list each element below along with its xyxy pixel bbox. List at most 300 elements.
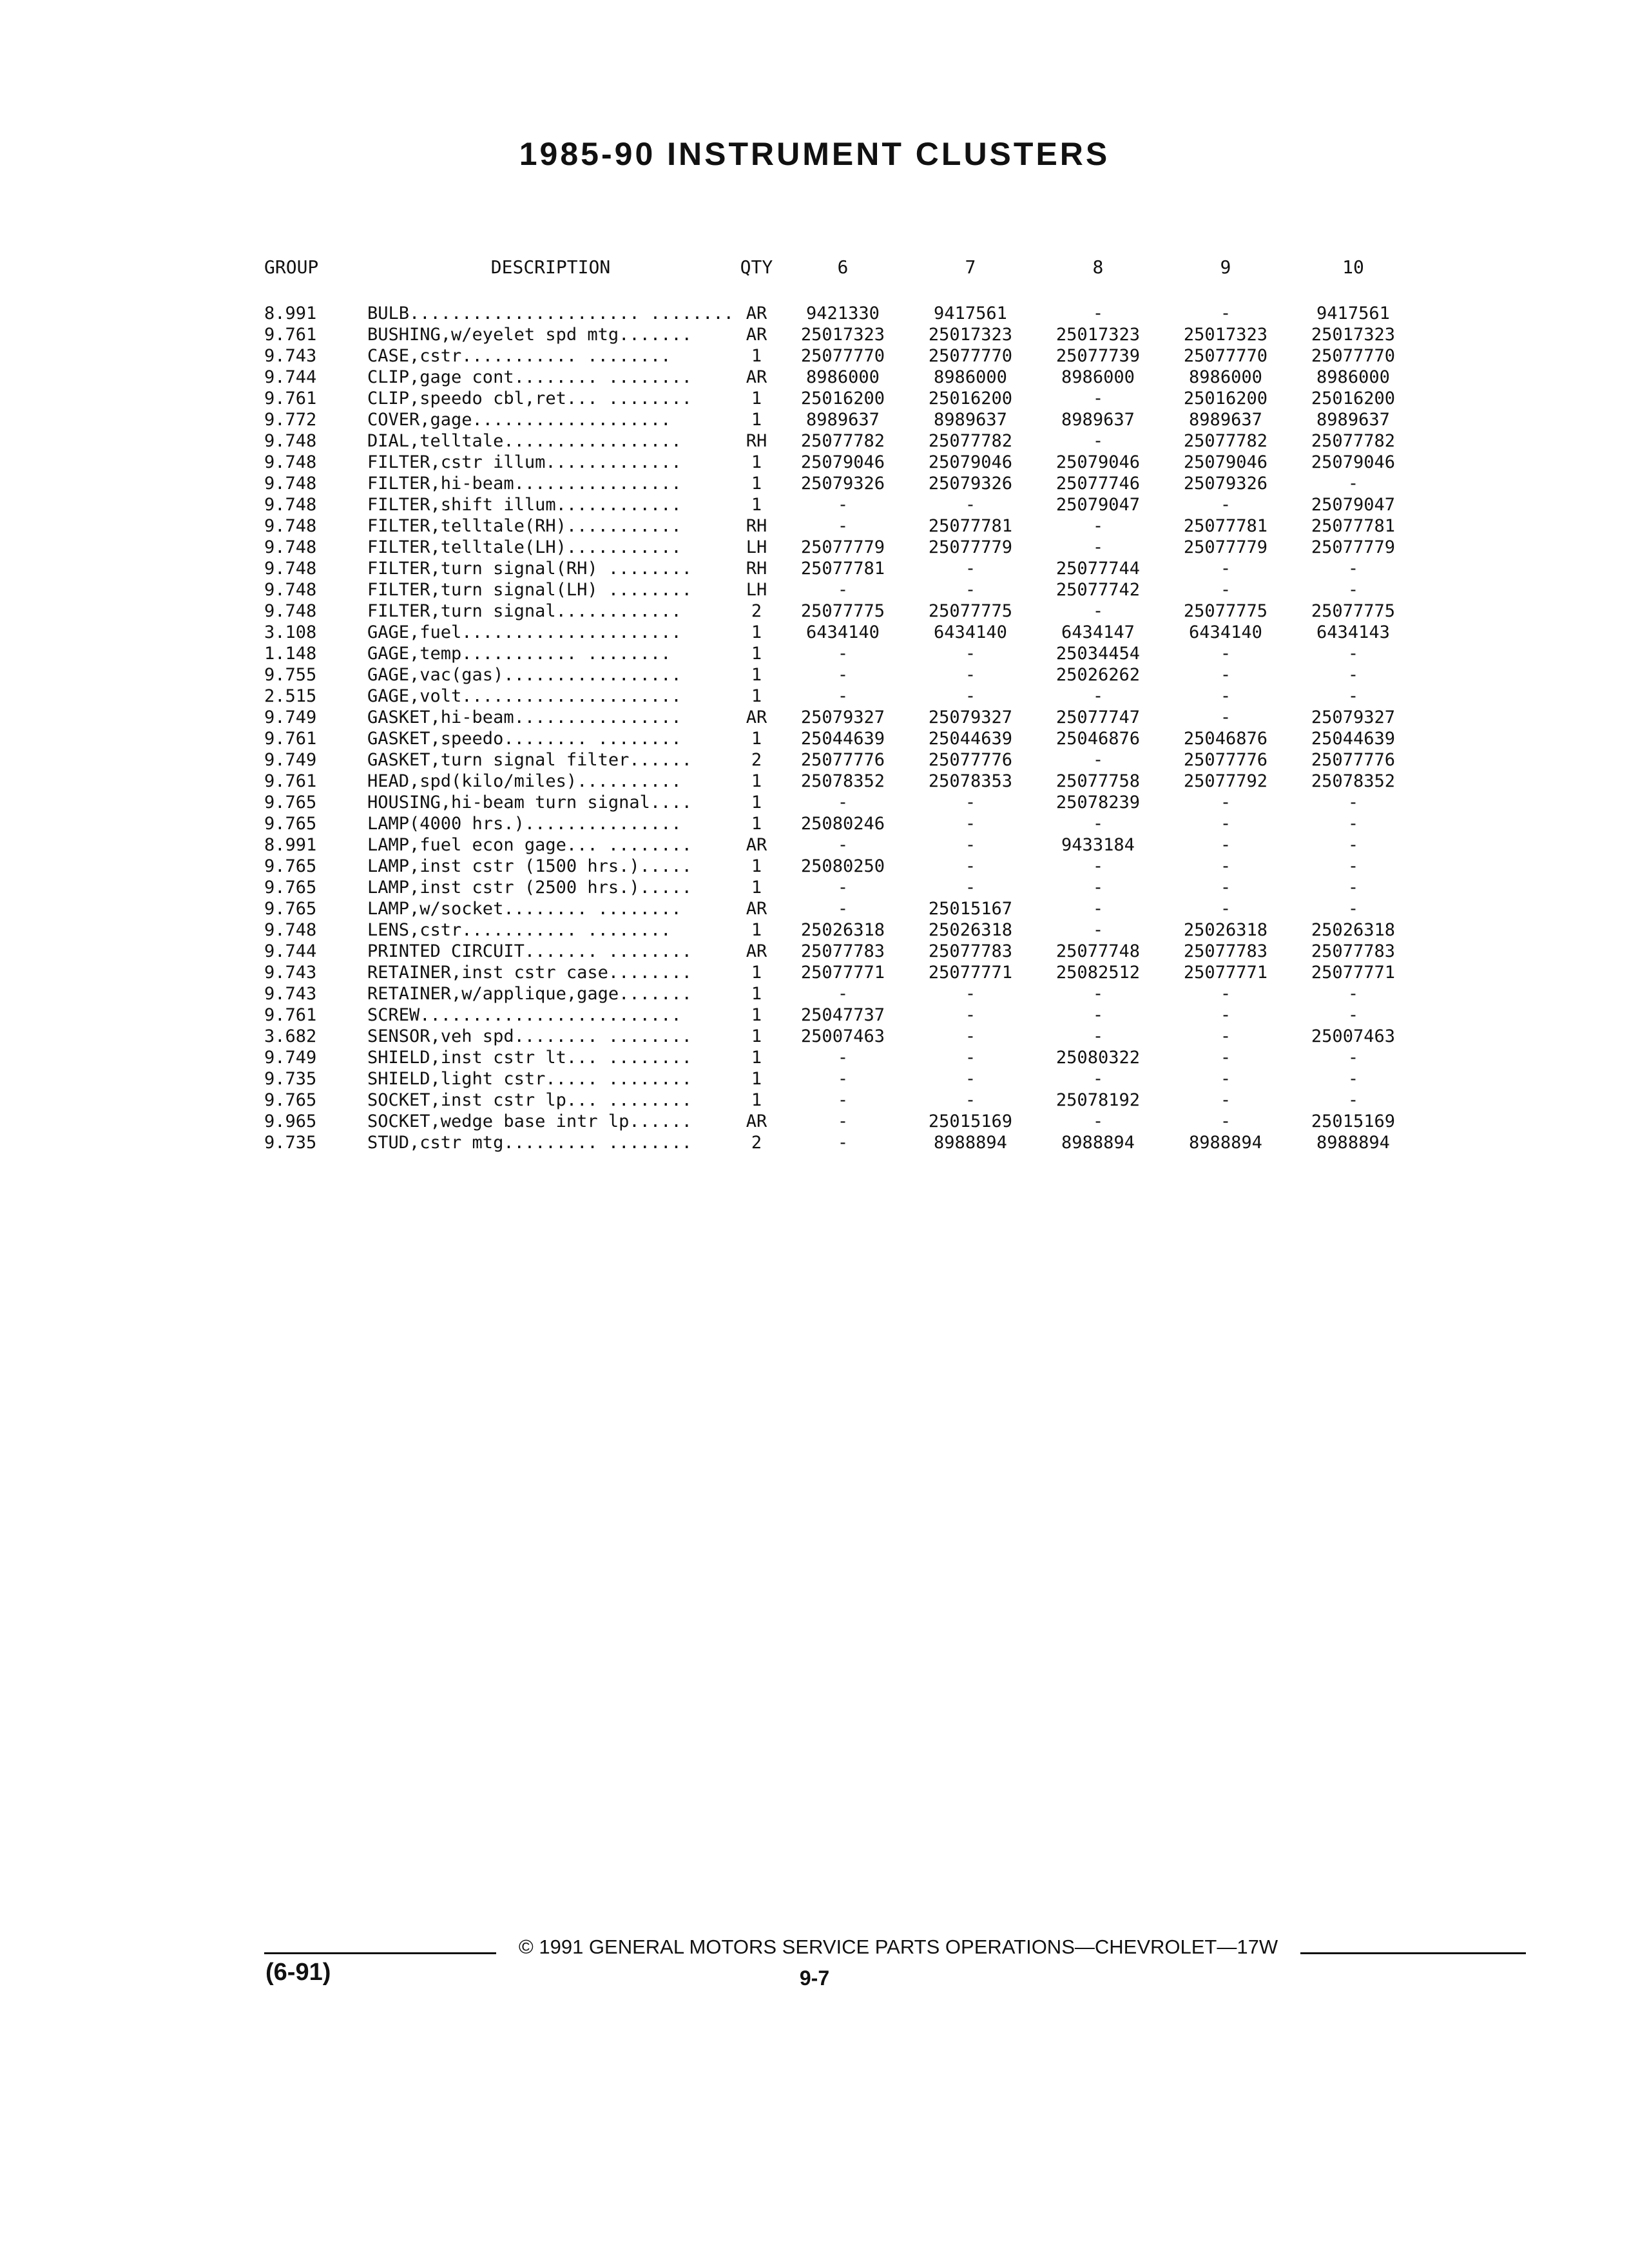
cell-description: LAMP(4000 hrs.)............... [367,814,682,834]
cell-col-7: 25077771 [928,963,1012,983]
cell-qty: 1 [751,729,762,749]
cell-col-7: - [965,1090,976,1110]
table-row [264,388,1417,409]
cell-col-9: 25046876 [1183,729,1268,749]
cell-qty: 1 [751,389,762,408]
cell-group: 9.748 [264,431,317,451]
cell-group: 9.761 [264,771,317,791]
cell-group: 9.761 [264,389,317,408]
cell-qty: 1 [751,856,762,876]
cell-col-10: 25015169 [1311,1111,1395,1131]
cell-description: FILTER,hi-beam................ [367,474,682,494]
cell-description: GAGE,volt..................... [367,686,682,706]
cell-col-6: - [837,984,849,1004]
cell-col-9: - [1220,835,1231,855]
table-row [264,515,1417,537]
footer-page-number: 9-7 [799,1966,830,1990]
cell-col-9: 25026318 [1183,920,1268,940]
cell-description: GAGE,temp........... ........ [367,644,671,664]
cell-group: 9.748 [264,495,317,515]
cell-description: COVER,gage................... [367,410,671,430]
cell-group: 8.991 [264,835,317,855]
cell-description: CASE,cstr........... ........ [367,346,671,366]
cell-col-9: 25077770 [1183,346,1268,366]
cell-col-8: - [1092,856,1104,876]
cell-col-8: - [1092,389,1104,408]
table-row [264,877,1417,898]
cell-col-8: 25079047 [1055,495,1140,515]
cell-description: BUSHING,w/eyelet spd mtg....... [367,325,692,345]
table-row [264,728,1417,749]
cell-group: 2.515 [264,686,317,706]
header-col-7: 7 [965,256,976,278]
cell-col-8: - [1092,686,1104,706]
cell-group: 3.682 [264,1026,317,1046]
cell-col-6: - [837,495,849,515]
cell-col-10: 25077783 [1311,941,1395,961]
cell-qty: RH [746,559,767,579]
cell-description: LAMP,inst cstr (2500 hrs.)..... [367,878,692,898]
table-row [264,1068,1417,1090]
cell-col-8: - [1092,899,1104,919]
cell-group: 9.743 [264,963,317,983]
cell-group: 9.748 [264,601,317,621]
cell-qty: RH [746,516,767,536]
cell-col-9: 25077781 [1183,516,1268,536]
cell-qty: 1 [751,984,762,1004]
cell-description: FILTER,telltale(LH)........... [367,537,682,557]
cell-col-7: 25077770 [928,346,1012,366]
header-col-8: 8 [1092,256,1104,278]
cell-col-8: 25026262 [1055,665,1140,685]
cell-col-10: - [1347,580,1359,600]
cell-col-8: 6434147 [1061,622,1135,642]
cell-col-10: - [1347,878,1359,898]
cell-col-7: 25015169 [928,1111,1012,1131]
cell-col-7: - [965,686,976,706]
cell-col-8: 25077747 [1055,707,1140,727]
cell-qty: 2 [751,750,762,770]
cell-group: 9.748 [264,920,317,940]
cell-col-8: - [1092,1069,1104,1089]
cell-group: 9.765 [264,1090,317,1110]
cell-col-6: 8986000 [806,367,880,387]
cell-col-6: - [837,835,849,855]
cell-col-9: - [1220,899,1231,919]
cell-group: 9.735 [264,1133,317,1153]
cell-col-10: - [1347,814,1359,834]
table-row [264,601,1417,622]
cell-col-9: - [1220,580,1231,600]
cell-description: BULB...................... ........ [367,303,734,323]
cell-group: 9.765 [264,814,317,834]
table-row [264,919,1417,941]
cell-col-10: 25044639 [1311,729,1395,749]
cell-col-9: 25077792 [1183,771,1268,791]
cell-qty: 1 [751,644,762,664]
cell-col-10: 25078352 [1311,771,1395,791]
cell-col-8: 25078192 [1055,1090,1140,1110]
cell-group: 9.748 [264,452,317,472]
cell-qty: 1 [751,963,762,983]
cell-col-6: 25017323 [800,325,885,345]
cell-description: SOCKET,inst cstr lp... ........ [367,1090,692,1110]
table-row [264,303,1417,324]
cell-col-9: - [1220,1048,1231,1068]
cell-col-7: - [965,835,976,855]
cell-col-8: - [1092,920,1104,940]
cell-col-9: 25016200 [1183,389,1268,408]
cell-col-7: - [965,495,976,515]
table-row [264,664,1417,686]
cell-group: 9.743 [264,346,317,366]
cell-qty: 1 [751,814,762,834]
cell-qty: LH [746,580,767,600]
cell-description: FILTER,turn signal(RH) ........ [367,559,692,579]
cell-description: STUD,cstr mtg......... ........ [367,1133,692,1153]
cell-col-9: 25077783 [1183,941,1268,961]
cell-col-7: 25078353 [928,771,1012,791]
header-col-9: 9 [1220,256,1231,278]
cell-col-7: - [965,644,976,664]
cell-description: PRINTED CIRCUIT....... ........ [367,941,692,961]
cell-col-7: - [965,793,976,812]
cell-qty: AR [746,325,767,345]
table-row [264,409,1417,430]
cell-col-8: 8989637 [1061,410,1135,430]
cell-qty: 1 [751,474,762,494]
cell-group: 9.735 [264,1069,317,1089]
cell-col-6: 25077771 [800,963,885,983]
cell-col-10: - [1347,559,1359,579]
cell-col-6: 25077781 [800,559,885,579]
cell-col-10: 25079047 [1311,495,1395,515]
cell-col-6: 25077779 [800,537,885,557]
cell-col-10: 25077781 [1311,516,1395,536]
table-row [264,749,1417,771]
cell-col-9: - [1220,559,1231,579]
table-row [264,686,1417,707]
cell-col-8: 25077739 [1055,346,1140,366]
cell-col-6: 25078352 [800,771,885,791]
cell-description: FILTER,turn signal............ [367,601,682,621]
parts-table-body [264,303,1417,1153]
cell-col-7: 9417561 [934,303,1007,323]
footer-revision: (6-91) [265,1959,331,1986]
cell-col-6: 25077776 [800,750,885,770]
table-header-row [264,256,1417,280]
cell-col-9: - [1220,814,1231,834]
cell-description: GASKET,hi-beam................ [367,707,682,727]
cell-description: FILTER,turn signal(LH) ........ [367,580,692,600]
cell-description: RETAINER,inst cstr case........ [367,963,692,983]
table-row [264,643,1417,664]
cell-col-6: - [837,1048,849,1068]
cell-col-8: 25078239 [1055,793,1140,812]
cell-col-9: - [1220,303,1231,323]
cell-col-10: - [1347,644,1359,664]
cell-group: 9.749 [264,707,317,727]
cell-description: SHIELD,light cstr..... ........ [367,1069,692,1089]
cell-col-6: - [837,665,849,685]
table-row [264,1004,1417,1026]
cell-qty: 1 [751,878,762,898]
cell-col-8: - [1092,1005,1104,1025]
cell-col-10: - [1347,835,1359,855]
cell-col-6: 25077775 [800,601,885,621]
cell-col-6: 25080246 [800,814,885,834]
cell-col-10: - [1347,793,1359,812]
cell-col-9: - [1220,793,1231,812]
cell-description: GASKET,speedo........ ........ [367,729,682,749]
cell-qty: 1 [751,771,762,791]
cell-col-6: 25044639 [800,729,885,749]
cell-group: 9.761 [264,1005,317,1025]
cell-col-10: - [1347,856,1359,876]
table-row [264,813,1417,834]
cell-col-7: - [965,878,976,898]
cell-qty: AR [746,941,767,961]
cell-col-10: 25026318 [1311,920,1395,940]
table-row [264,1026,1417,1047]
cell-description: SOCKET,wedge base intr lp...... [367,1111,692,1131]
cell-col-9: 8989637 [1189,410,1262,430]
page-title: 1985-90 INSTRUMENT CLUSTERS [519,136,1110,172]
cell-qty: AR [746,303,767,323]
cell-description: FILTER,cstr illum............. [367,452,682,472]
table-row [264,622,1417,643]
cell-col-10: 8986000 [1316,367,1390,387]
cell-col-9: - [1220,665,1231,685]
cell-col-7: 25077776 [928,750,1012,770]
cell-col-7: 6434140 [934,622,1007,642]
cell-col-6: - [837,899,849,919]
table-row [264,537,1417,558]
cell-qty: 1 [751,1005,762,1025]
cell-col-8: 9433184 [1061,835,1135,855]
cell-qty: AR [746,899,767,919]
cell-col-7: 25044639 [928,729,1012,749]
cell-description: GAGE,fuel..................... [367,622,682,642]
cell-qty: AR [746,835,767,855]
table-row [264,707,1417,728]
cell-col-8: - [1092,878,1104,898]
table-row [264,430,1417,452]
cell-col-9: - [1220,686,1231,706]
table-row [264,941,1417,962]
cell-col-8: 8988894 [1061,1133,1135,1153]
cell-col-9: - [1220,707,1231,727]
cell-col-7: - [965,1069,976,1089]
cell-group: 9.755 [264,665,317,685]
header-qty: QTY [740,256,773,278]
cell-col-7: 25079046 [928,452,1012,472]
cell-qty: AR [746,367,767,387]
cell-qty: 1 [751,1090,762,1110]
cell-col-8: 25077746 [1055,474,1140,494]
cell-col-10: 25077771 [1311,963,1395,983]
cell-group: 9.748 [264,559,317,579]
cell-description: HEAD,spd(kilo/miles).......... [367,771,682,791]
cell-description: RETAINER,w/applique,gage....... [367,984,692,1004]
cell-qty: 1 [751,665,762,685]
cell-qty: 1 [751,686,762,706]
cell-group: 9.749 [264,1048,317,1068]
cell-col-9: 25077775 [1183,601,1268,621]
cell-col-6: 25007463 [800,1026,885,1046]
cell-description: FILTER,telltale(RH)........... [367,516,682,536]
cell-col-7: - [965,580,976,600]
cell-qty: 1 [751,793,762,812]
cell-col-8: - [1092,431,1104,451]
cell-description: FILTER,shift illum............ [367,495,682,515]
table-row [264,579,1417,601]
cell-col-9: - [1220,644,1231,664]
cell-col-9: 8988894 [1189,1133,1262,1153]
cell-group: 1.148 [264,644,317,664]
cell-col-7: - [965,1005,976,1025]
cell-group: 9.748 [264,580,317,600]
footer-copyright: © 1991 GENERAL MOTORS SERVICE PARTS OPERATIONS—CHEVROLET—17W [518,1936,1278,1958]
cell-qty: 1 [751,410,762,430]
cell-col-7: 25026318 [928,920,1012,940]
table-row [264,898,1417,919]
cell-group: 9.761 [264,729,317,749]
cell-col-8: 25046876 [1055,729,1140,749]
table-row [264,558,1417,579]
cell-col-8: - [1092,814,1104,834]
cell-col-7: 25077779 [928,537,1012,557]
table-row [264,367,1417,388]
cell-col-9: - [1220,878,1231,898]
cell-col-8: - [1092,1026,1104,1046]
cell-qty: 1 [751,346,762,366]
cell-col-9: - [1220,1090,1231,1110]
cell-col-6: - [837,793,849,812]
cell-qty: 1 [751,920,762,940]
table-row [264,1111,1417,1132]
cell-col-10: 8988894 [1316,1133,1390,1153]
cell-group: 9.748 [264,537,317,557]
cell-col-7: 25079326 [928,474,1012,494]
cell-group: 9.748 [264,474,317,494]
cell-col-8: - [1092,537,1104,557]
header-col-10: 10 [1342,256,1364,278]
cell-description: GAGE,vac(gas)................. [367,665,682,685]
cell-col-8: 25077744 [1055,559,1140,579]
cell-group: 9.765 [264,899,317,919]
table-row [264,856,1417,877]
cell-description: SHIELD,inst cstr lt... ........ [367,1048,692,1068]
cell-col-7: 25016200 [928,389,1012,408]
cell-col-10: - [1347,1048,1359,1068]
cell-col-6: 25079327 [800,707,885,727]
cell-col-10: 9417561 [1316,303,1390,323]
cell-col-7: - [965,1048,976,1068]
cell-group: 9.748 [264,516,317,536]
cell-description: LAMP,w/socket........ ........ [367,899,682,919]
cell-qty: 1 [751,495,762,515]
cell-col-7: 25077783 [928,941,1012,961]
cell-col-10: 8989637 [1316,410,1390,430]
cell-col-6: 25016200 [800,389,885,408]
cell-col-9: 25079046 [1183,452,1268,472]
cell-col-10: - [1347,1069,1359,1089]
cell-col-10: 25016200 [1311,389,1395,408]
cell-col-9: 25077779 [1183,537,1268,557]
table-row [264,1132,1417,1153]
cell-col-6: 8989637 [806,410,880,430]
cell-col-7: - [965,856,976,876]
cell-col-7: 25015167 [928,899,1012,919]
cell-col-10: 25017323 [1311,325,1395,345]
cell-col-7: 8989637 [934,410,1007,430]
table-row [264,452,1417,473]
cell-col-10: - [1347,1005,1359,1025]
cell-col-10: 25077776 [1311,750,1395,770]
cell-col-9: 25077782 [1183,431,1268,451]
cell-col-9: - [1220,495,1231,515]
cell-qty: 1 [751,1048,762,1068]
table-row [264,983,1417,1004]
cell-col-6: 9421330 [806,303,880,323]
table-row [264,834,1417,856]
cell-description: HOUSING,hi-beam turn signal.... [367,793,692,812]
cell-col-9: 25017323 [1183,325,1268,345]
cell-col-7: - [965,984,976,1004]
cell-col-10: 25007463 [1311,1026,1395,1046]
cell-col-8: - [1092,516,1104,536]
cell-col-6: - [837,516,849,536]
cell-qty: 2 [751,1133,762,1153]
cell-col-8: 25077758 [1055,771,1140,791]
cell-col-6: 6434140 [806,622,880,642]
cell-description: CLIP,gage cont........ ........ [367,367,692,387]
cell-group: 9.765 [264,878,317,898]
cell-col-10: 25079327 [1311,707,1395,727]
cell-description: CLIP,speedo cbl,ret... ........ [367,389,692,408]
header-col-6: 6 [837,256,849,278]
cell-col-8: 25080322 [1055,1048,1140,1068]
cell-col-6: - [837,686,849,706]
cell-group: 9.749 [264,750,317,770]
table-row [264,494,1417,515]
cell-col-9: - [1220,984,1231,1004]
cell-group: 9.744 [264,367,317,387]
cell-col-7: 25017323 [928,325,1012,345]
cell-col-6: 25077770 [800,346,885,366]
cell-group: 9.761 [264,325,317,345]
cell-col-10: 25079046 [1311,452,1395,472]
table-row [264,1047,1417,1068]
cell-group: 9.765 [264,793,317,812]
cell-col-8: 25082512 [1055,963,1140,983]
cell-description: SCREW......................... [367,1005,682,1025]
cell-description: GASKET,turn signal filter...... [367,750,692,770]
cell-col-6: 25080250 [800,856,885,876]
footer-left-rule [264,1952,496,1954]
cell-col-7: - [965,1026,976,1046]
footer-right-rule [1300,1952,1526,1954]
cell-group: 9.744 [264,941,317,961]
cell-description: SENSOR,veh spd........ ........ [367,1026,692,1046]
cell-description: DIAL,telltale................. [367,431,682,451]
table-row [264,345,1417,367]
header-spacer [264,280,1417,303]
cell-col-10: 25077779 [1311,537,1395,557]
cell-col-7: 25077782 [928,431,1012,451]
cell-col-9: 25077776 [1183,750,1268,770]
